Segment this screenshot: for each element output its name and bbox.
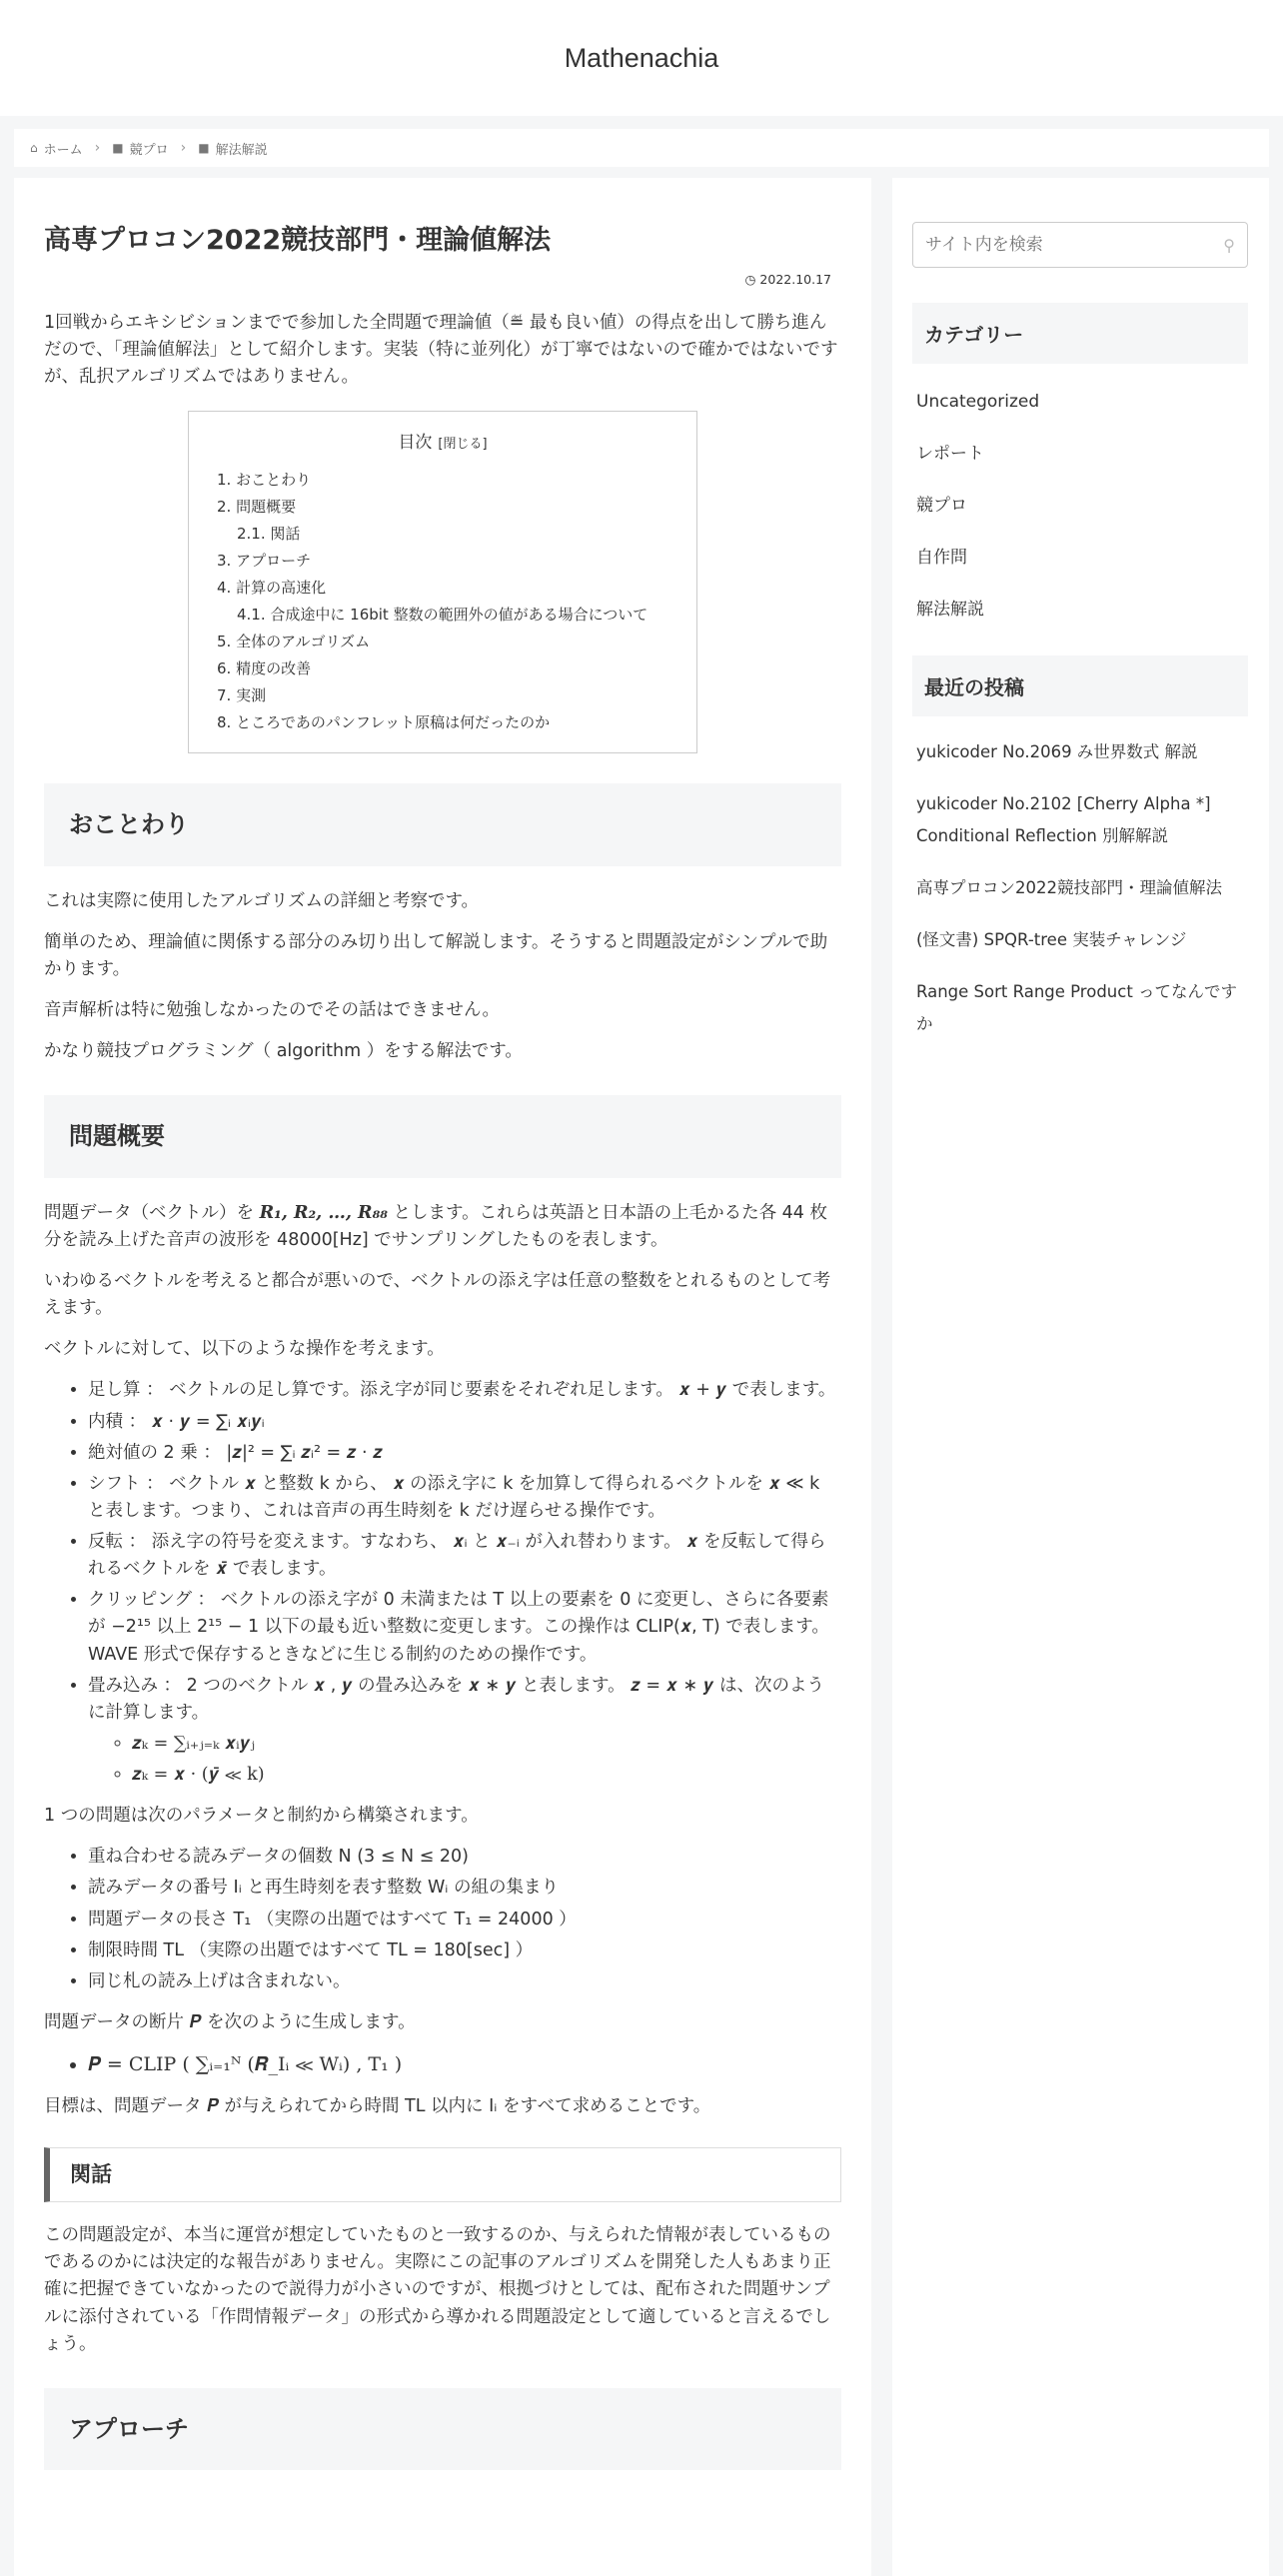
breadcrumb [14,129,1269,167]
generation-list [88,2050,841,2079]
recent-post-link[interactable]: 高専プロコン2022競技部門・理論値解法 [916,878,1222,897]
recent-post-link[interactable]: (怪文書) SPQR-tree 実装チャレンジ [916,930,1187,949]
toc-item[interactable]: 7. 実測 [217,686,267,705]
widget-title: 最近の投稿 [912,655,1248,716]
sidebar [892,178,1269,2576]
paragraph: いわゆるベクトルを考えると都合が悪いので、ベクトルの添え字は任意の整数をとれるものとして考えます。 [44,1271,831,1319]
toc-item[interactable]: 6. 精度の改善 [217,659,312,678]
toc-title: 目次 [閉じる] [398,433,488,454]
folder-icon: ■ [112,141,124,155]
lead-paragraph: 1回戦からエキシビションまでで参加した全問題で理論値（≝ 最も良い値）の得点を出して勝ち進んだので、「理論値解法」として紹介します。実装（特に並列化）が丁寧ではないので確かではないですが、乱択アルゴリズムではありません。 [44,312,838,388]
toc-item[interactable]: 4.1. 合成途中に 16bit 整数の範囲外の値がある場合について [237,606,648,625]
category-link[interactable]: レポート [916,444,984,464]
section-heading: おことわり [44,783,841,865]
paragraph: この問題設定が、本当に運営が想定していたものと一致するのか、与えられた情報が表しているものであるのかには決定的な報告がありません。実際にこの記事のアルゴリズムを開発した人もあまり正確に把握できていなかったので説得力が小さいのですが、根拠づけとしては、配布された問題サンプルに添付されている「作問情報データ」の形式から導かれる問題設定として適していると言えるでしょう。 [44,2225,831,2354]
breadcrumb-subcategory[interactable]: ■ 解法解説 [198,141,268,158]
search-input[interactable] [925,235,1205,255]
toc-item[interactable]: 2. 問題概要 [217,498,297,517]
toc-item[interactable]: 4. 計算の高速化 [217,579,327,598]
paragraph: 問題データ（ベクトル）を R₁, R₂, …, R₈₈ とします。これらは英語と日本語の上毛かるた各 44 枚分を読み上げた音声の波形を 48000[Hz] でサンプリングしたものを表します。 [44,1202,828,1250]
recent-post-link[interactable]: Range Sort Range Product ってなんですか [916,982,1238,1033]
paragraph: 問題データの断片 𝑷 を次のように生成します。 [44,2011,416,2032]
paragraph: 1 つの問題は次のパラメータと制約から構築されます。 [44,1806,479,1827]
post-date: ◷ 2022.10.17 [744,271,831,287]
chevron-right-icon: › [180,140,187,156]
paragraph: これは実際に使用したアルゴリズムの詳細と考察です。 [44,890,480,911]
table-of-contents [188,411,697,753]
list-item: • クリッピング ： ベクトルの添え字が 0 未満または T 以上の要素を 0 に変更し、さらに各要素が −2¹⁵ 以上 2¹⁵ − 1 以下の最も近い整数に変更します。この操作は CLIP(𝒙, T) で表します。 WAVE 形式で保存するときなどに生じる制約のための操作です。 [88,1587,841,1668]
widget-title: カテゴリー [912,303,1248,364]
chevron-right-icon: › [94,140,101,156]
list-item: • 反転 ： 添え字の符号を変えます。すなわち、 𝒙ᵢ と 𝒙₋ᵢ が入れ替わります。 𝒙 を反転して得られるベクトルを 𝒙̄ で表します。 [88,1529,841,1583]
list-item: ◦ 𝒛ₖ = ∑ᵢ₊ⱼ₌ₖ 𝒙ᵢ𝒚ⱼ [132,1731,841,1758]
section-heading: 問題概要 [44,1095,841,1177]
category-link[interactable]: 競プロ [916,496,967,516]
search-icon[interactable]: ⚲ [1223,235,1235,255]
list-item: • 問題データの長さ T₁ （実際の出題ではすべて T₁ = 24000 ） [88,1907,841,1933]
paragraph: 目標は、問題データ 𝑷 が与えられてから時間 TL 以内に Iᵢ をすべて求めることです。 [44,2096,711,2117]
toc-item[interactable]: 5. 全体のアルゴリズム [217,633,371,651]
parameters-list [88,1844,841,1995]
clock-icon: ◷ [744,271,756,287]
list-item: • 読みデータの番号 Iᵢ と再生時刻を表す整数 Wᵢ の組の集まり [88,1875,841,1902]
list-item: • 𝑷 = CLIP ( ∑ᵢ₌₁ᴺ (𝑹_Iᵢ ≪ Wᵢ) , T₁ ) [88,2050,841,2079]
toc-item[interactable]: 8. ところであのパンフレット原稿は何だったのか [217,713,551,732]
operations-list [88,1377,841,1789]
page-title: 高専プロコン2022競技部門・理論値解法 [44,225,552,256]
section-heading: アプローチ [44,2388,841,2470]
recent-post-link[interactable]: yukicoder No.2069 み世界数式 解説 [916,742,1198,761]
list-item: • 絶対値の 2 乗 ： |𝒛|² = ∑ᵢ 𝒛ᵢ² = 𝒛 · 𝒛 [88,1440,841,1467]
list-item: ◦ 𝒛ₖ = 𝒙 · (𝒚̄ ≪ k) [132,1762,841,1789]
recent-post-link[interactable]: yukicoder No.2102 [Cherry Alpha *] Conditional Reflection 別解解説 [916,794,1211,845]
list-item: • 畳み込み ： 2 つのベクトル 𝒙 , 𝒚 の畳み込みを 𝒙 ∗ 𝒚 と表します。 𝒛 = 𝒙 ∗ 𝒚 は、次のように計算します。 ◦ 𝒛ₖ = ∑ᵢ₊ⱼ₌ₖ 𝒙ᵢ𝒚ⱼ ◦ 𝒛ₖ = 𝒙 · (𝒚̄ ≪ k) [88,1673,841,1790]
search-box [912,222,1248,268]
list-item: • 制限時間 TL （実際の出題ではすべて TL = 180[sec] ） [88,1937,841,1964]
paragraph: 音声解析は特に勉強しなかったのでその話はできません。 [44,1000,501,1021]
paragraph: ベクトルに対して、以下のような操作を考えます。 [44,1339,445,1360]
categories-widget [912,303,1248,636]
list-item: • 足し算 ： ベクトルの足し算です。添え字が同じ要素をそれぞれ足します。 𝒙 + 𝒚 で表します。 [88,1377,841,1404]
breadcrumb-category[interactable]: ■ 競プロ [112,141,169,158]
paragraph: 簡単のため、理論値に関係する部分のみ切り出して解説します。そうすると問題設定がシンプルで助かります。 [44,931,828,979]
home-icon: ⌂ [30,141,38,155]
subsection-heading: 関話 [44,2147,841,2203]
category-link[interactable]: Uncategorized [916,392,1040,412]
site-header [0,0,1283,116]
convolution-list [132,1731,841,1789]
list-item: • シフト ： ベクトル 𝒙 と整数 k から、 𝒙 の添え字に k を加算して得られるベクトルを 𝒙 ≪ k と表します。つまり、これは音声の再生時刻を k だけ遅らせる操作です。 [88,1471,841,1525]
list-item: • 重ね合わせる読みデータの個数 N (3 ≤ N ≤ 20) [88,1844,841,1871]
folder-icon: ■ [198,141,210,155]
toc-toggle[interactable]: [閉じる] [438,437,488,453]
category-link[interactable]: 解法解説 [916,600,984,620]
toc-item[interactable]: 1. おことわり [217,471,312,490]
recent-posts-widget [912,655,1248,1040]
toc-item[interactable]: 3. アプローチ [217,552,312,571]
main-content [14,178,871,2576]
list-item: • 同じ札の読み上げは含まれない。 [88,1968,841,1995]
category-link[interactable]: 自作問 [916,548,967,568]
paragraph: かなり競技プログラミング（ algorithm ）をする解法です。 [44,1041,523,1062]
site-title[interactable]: Mathenachia [564,42,719,73]
list-item: • 内積 ： 𝒙 · 𝒚 = ∑ᵢ 𝒙ᵢ𝒚ᵢ [88,1409,841,1436]
breadcrumb-home[interactable]: ⌂ ホーム [30,141,83,158]
toc-item[interactable]: 2.1. 関話 [237,525,301,544]
